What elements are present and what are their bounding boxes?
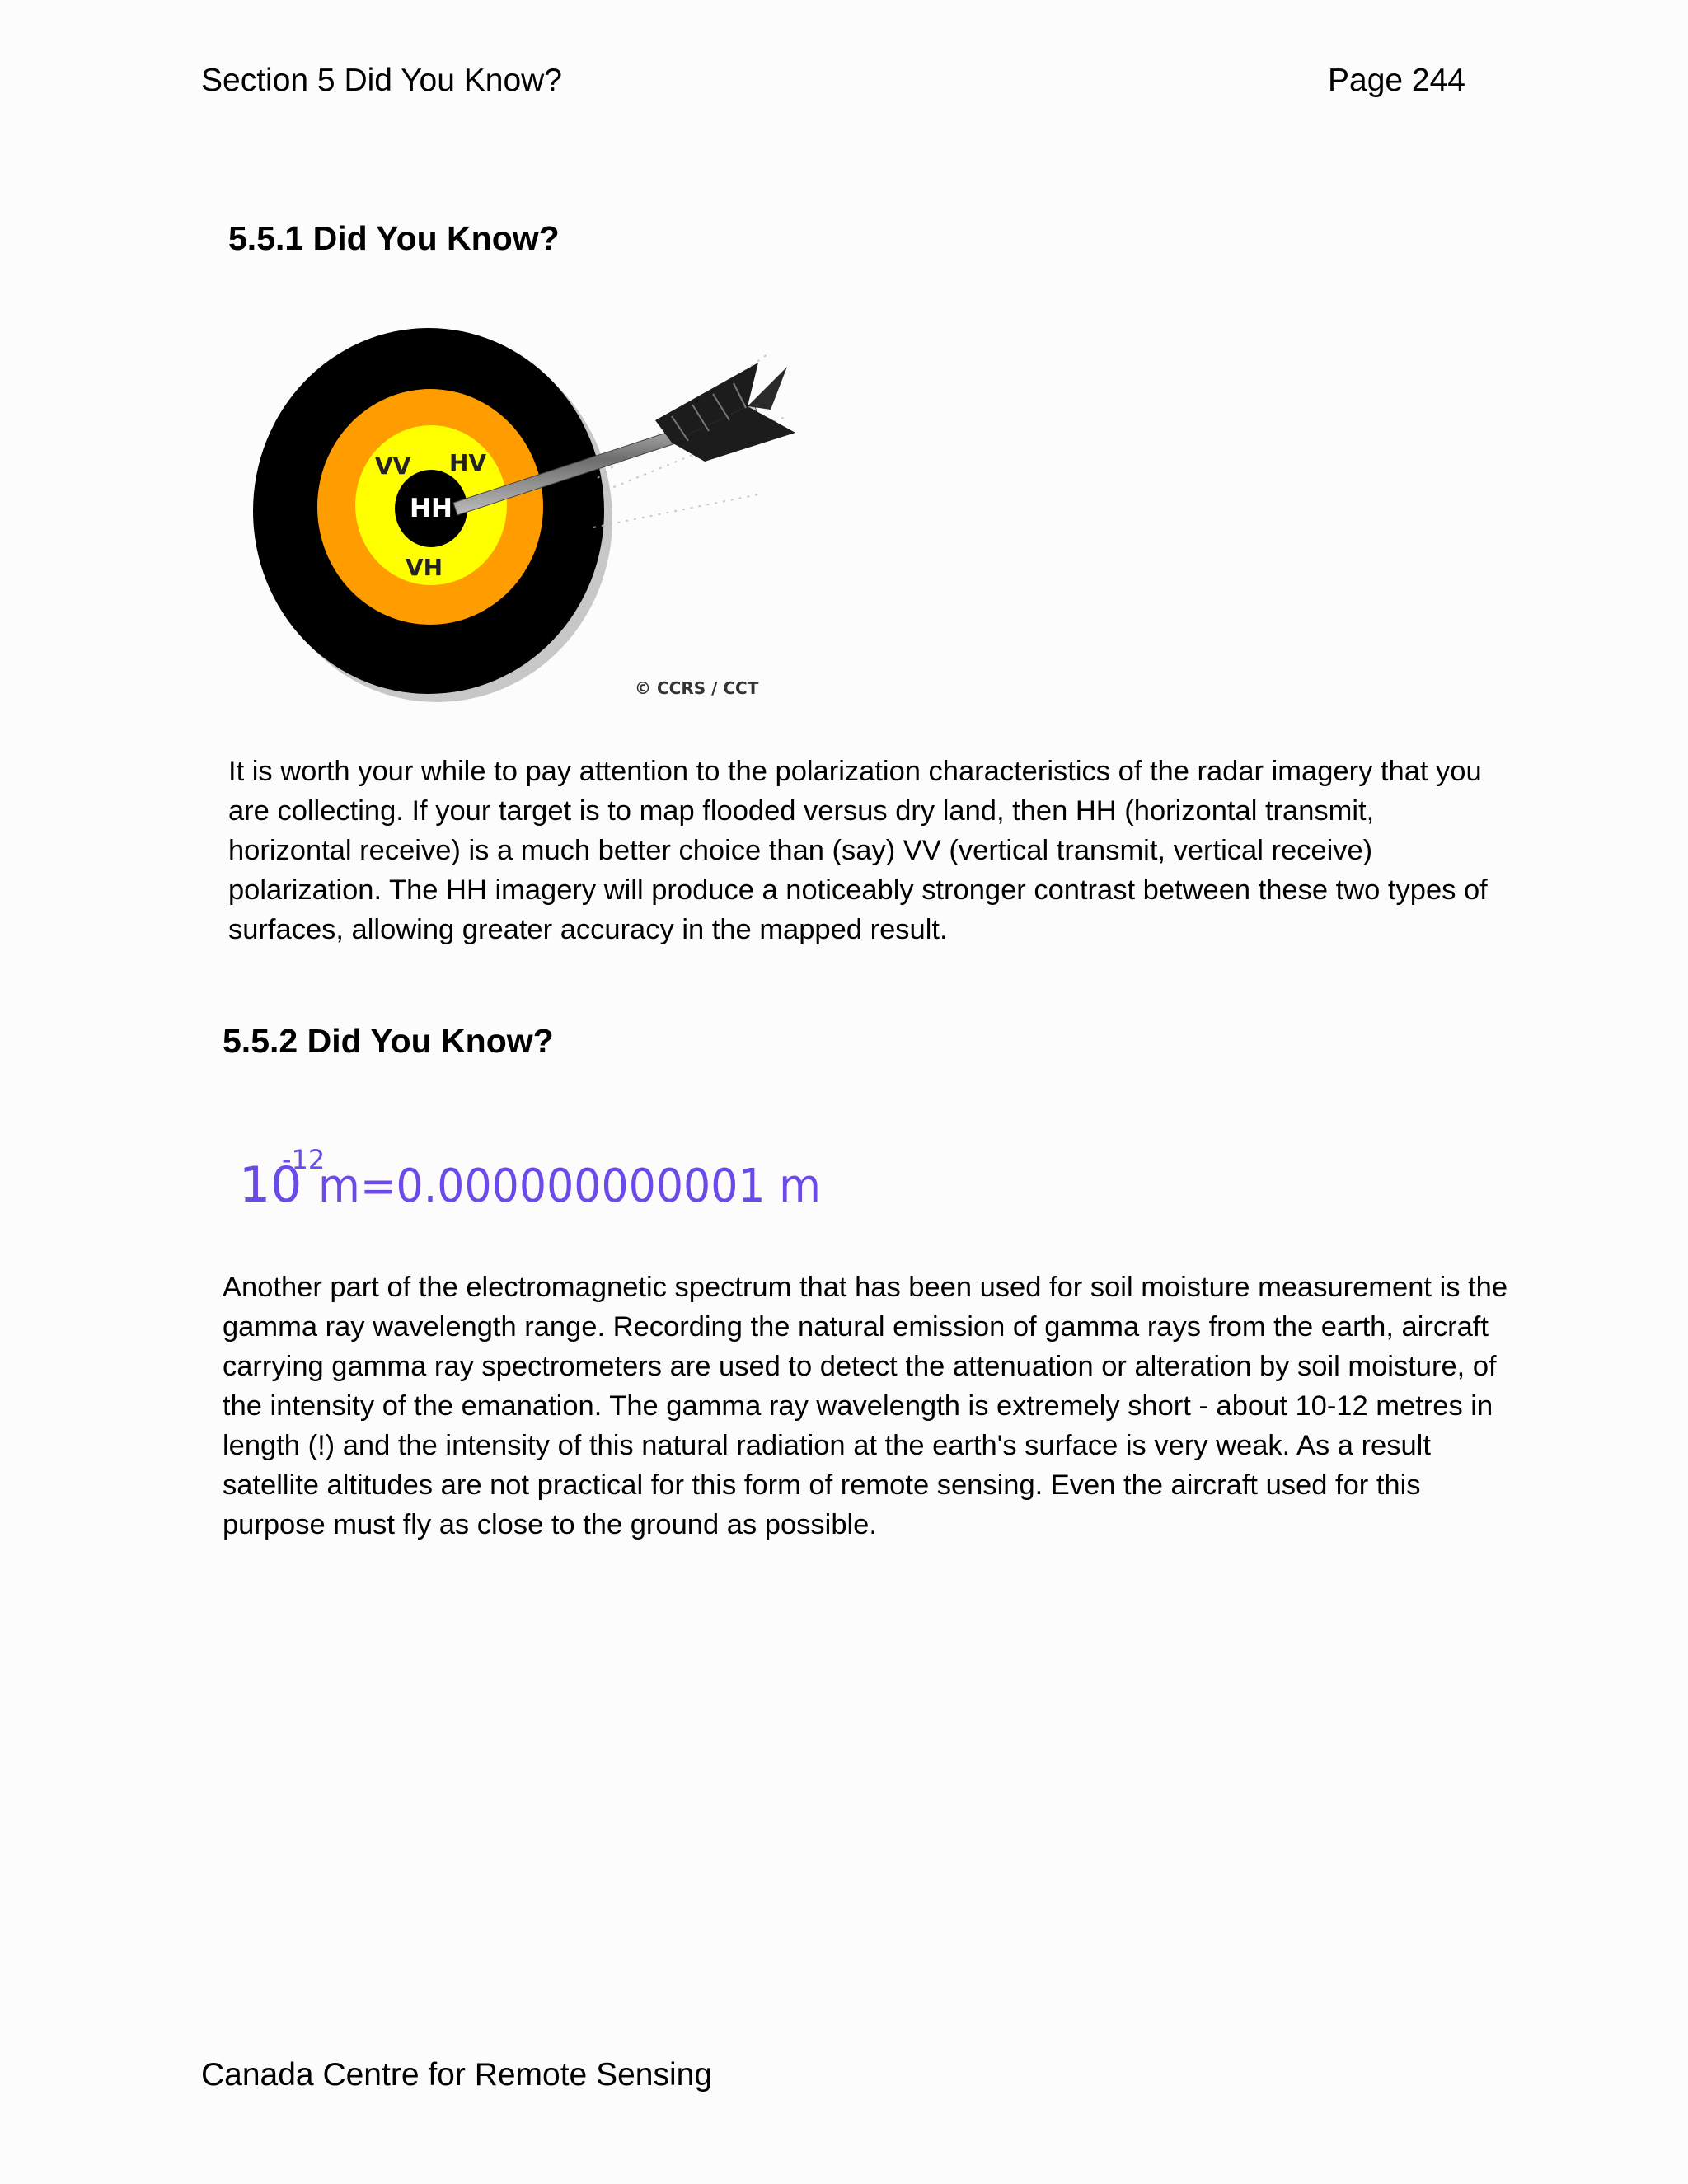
polarization-target-figure <box>243 317 820 721</box>
label-hh: HH <box>410 494 452 523</box>
formula-base: 10 <box>239 1156 302 1214</box>
section-heading-5-5-2: 5.5.2 Did You Know? <box>223 1022 554 1060</box>
label-vv: VV <box>375 452 411 480</box>
body-paragraph-polarization: It is worth your while to pay attention to the polarization characteristics of the radar imagery that you are collecting. If your target is to map flooded versus dry land, then HH (horizontal transmit, horizontal receive) is a much better choice than (say) VV (vertical transmit, vertical receive) polarization. The HH imagery will produce a noticeably stronger contrast between these two types of surfaces, allowing greater accuracy in the mapped result. <box>228 756 1488 945</box>
formula-body: m=0.000000000001 m <box>318 1160 821 1213</box>
gamma-wavelength-formula <box>239 1129 849 1220</box>
running-header-section: Section 5 Did You Know? <box>201 63 562 98</box>
label-hv: HV <box>449 449 487 476</box>
page-number: Page 244 <box>1328 63 1465 98</box>
formula-exponent: -12 <box>282 1144 326 1175</box>
body-paragraph-gamma: Another part of the electromagnetic spectrum that has been used for soil moisture measurement is the gamma ray wavelength range. Recording the natural emission of gamma rays from the earth, aircraft carrying gamma ray spectrometers are used to detect the attenuation or alteration by soil moisture, of the intensity of the emanation. The gamma ray wavelength is extremely short - about 10-12 metres in length (!) and the intensity of this natural radiation at the earth's surface is very weak. As a result satellite altitudes are not practical for this form of remote sensing. Even the aircraft used for this purpose must fly as close to the ground as possible. <box>223 1272 1508 1540</box>
label-vh: VH <box>406 554 443 581</box>
figure-credit: © CCRS / CCT <box>635 678 759 698</box>
page-footer: Canada Centre for Remote Sensing <box>201 2057 713 2093</box>
section-heading-5-5-1: 5.5.1 Did You Know? <box>228 219 560 257</box>
